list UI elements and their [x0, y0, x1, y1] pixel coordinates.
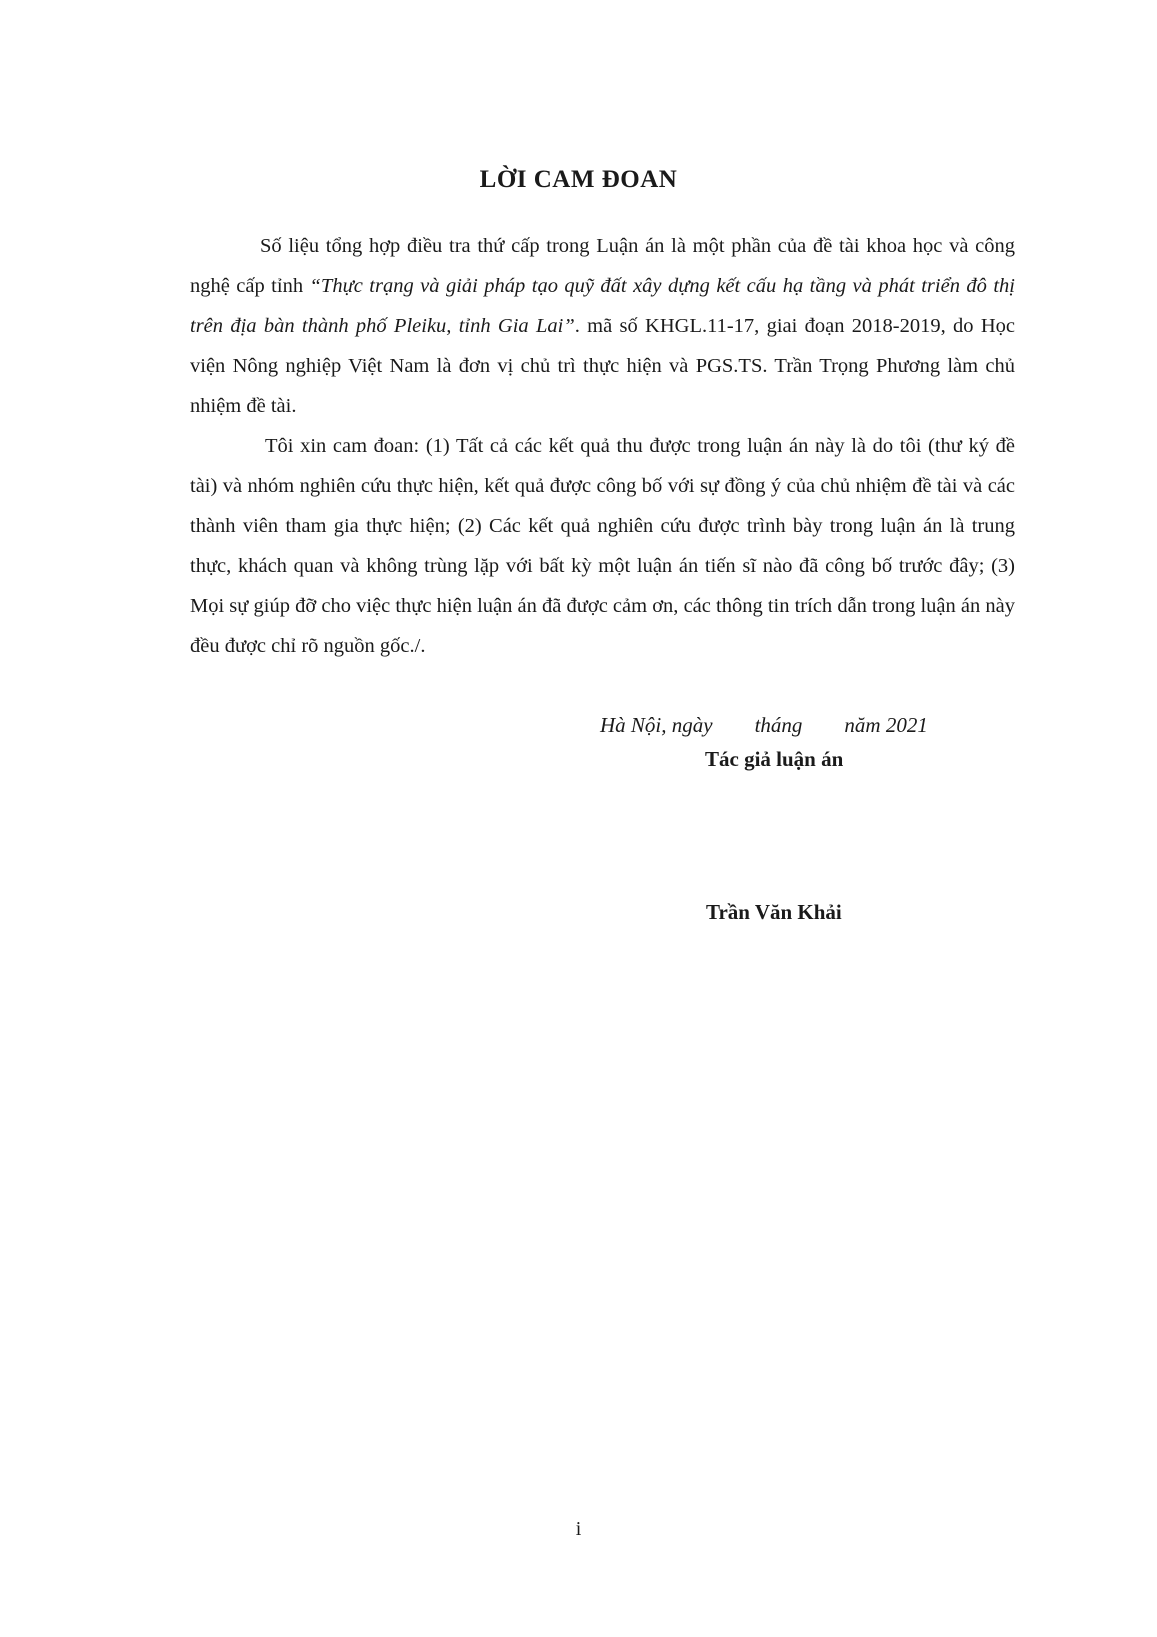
- author-label: Tác giả luận án: [705, 747, 844, 771]
- paragraph-funding-source: [190, 226, 1015, 426]
- place-date: Hà Nội, ngày tháng năm 2021: [600, 713, 928, 737]
- author-name: Trần Văn Khải: [706, 900, 842, 924]
- project-title: “Thực trạng và giải pháp tạo quỹ đất xây dựng kết cấu hạ tầng và phát triển đô thị trên địa bàn thành phố Pleiku, tỉnh Gia Lai”: [190, 275, 1015, 337]
- paragraph-declaration: Tôi xin cam đoan: (1) Tất cả các kết quả thu được trong luận án này là do tôi (thư ký đề tài) và nhóm nghiên cứu thực hiện, kết quả được công bố với sự đồng ý của chủ nhiệm đề tài và các thành viên tham gia thực hiện; (2) Các kết quả nghiên cứu được trình bày trong luận án là trung thực, khách quan và không trùng lặp với bất kỳ một luận án tiến sĩ nào đã công bố trước đây; (3) Mọi sự giúp đỡ cho việc thực hiện luận án đã được cảm ơn, các thông tin trích dẫn trong luận án này đều được chỉ rõ nguồn gốc./.: [190, 435, 1015, 657]
- page-number: i: [575, 1518, 582, 1540]
- paragraph-funding-lead: Số liệu tổng hợp điều tra thứ cấp trong Luận án là một phần của đề tài khoa học và công nghệ cấp tỉnh: [190, 235, 1015, 297]
- page-title: LỜI CAM ĐOAN: [479, 166, 678, 193]
- paragraph-funding-tail: . mã số KHGL.11-17, giai đoạn 2018-2019, do Học viện Nông nghiệp Việt Nam là đơn vị chủ trì thực hiện và PGS.TS. Trần Trọng Phương làm chủ nhiệm đề tài.: [190, 315, 1015, 417]
